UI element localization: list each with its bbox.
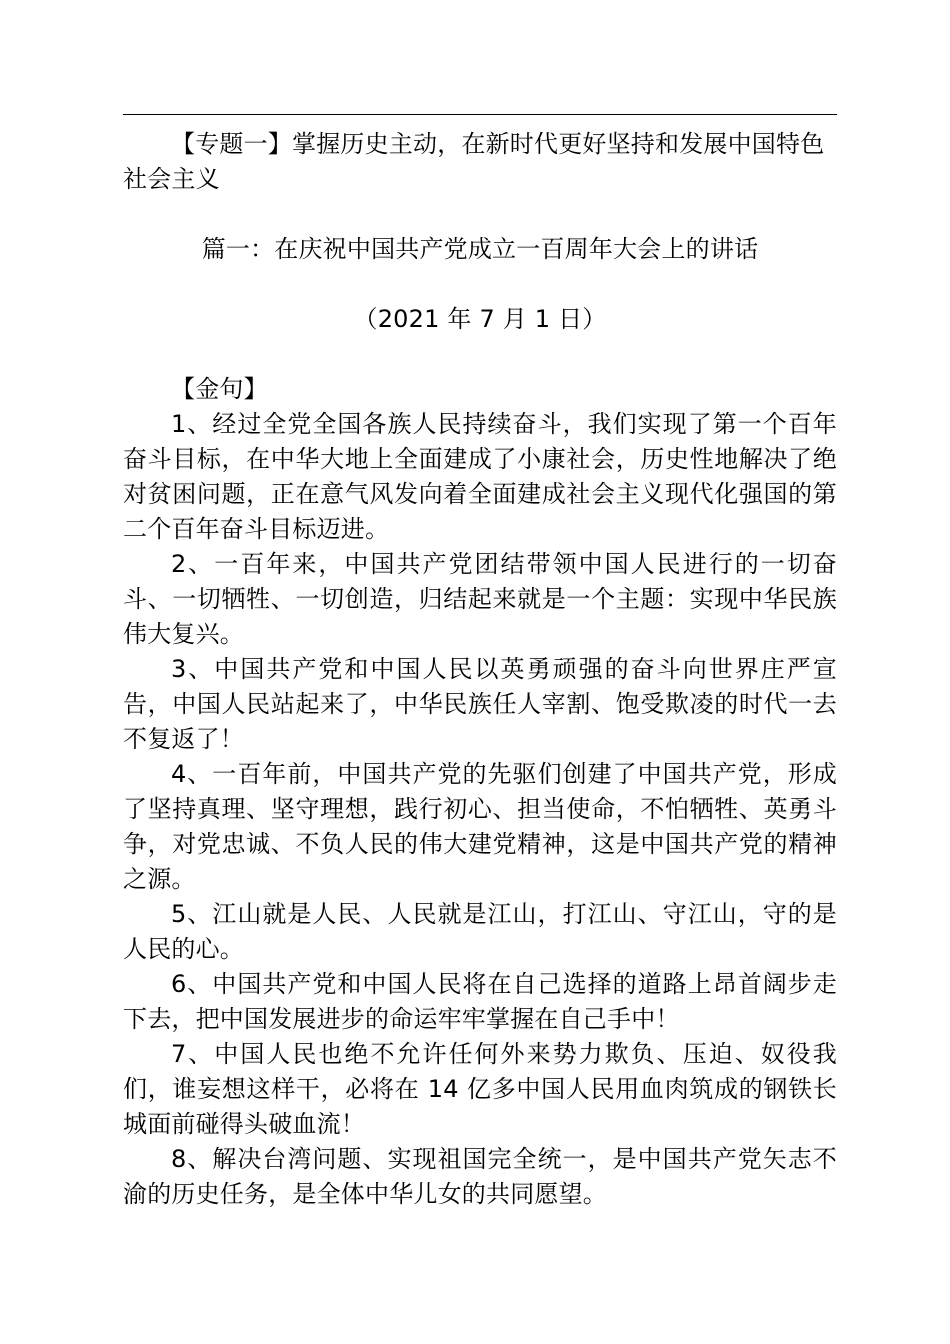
quote-paragraph: 4、一百年前，中国共产党的先驱们创建了中国共产党，形成了坚持真理、坚守理想，践行初心、担当使命，不怕牺牲、英勇斗争，对党忠诚、不负人民的伟大建党精神，这是中国共产党的精神之源。 (123, 760, 837, 893)
section-heading: 【金句】 (171, 375, 268, 403)
quote-paragraph: 3、中国共产党和中国人民以英勇顽强的奋斗向世界庄严宣告，中国人民站起来了，中华民族任人宰割、饱受欺凌的时代一去不复返了！ (123, 655, 837, 753)
quote-paragraph: 7、中国人民也绝不允许任何外来势力欺负、压迫、奴役我们，谁妄想这样干，必将在 14 亿多中国人民用血肉筑成的钢铁长城面前碰得头破血流！ (123, 1040, 837, 1138)
topic-title: 【专题一】掌握历史主动，在新时代更好坚持和发展中国特色社会主义 (123, 130, 825, 193)
speech-title: 篇一：在庆祝中国共产党成立一百周年大会上的讲话 (201, 235, 759, 263)
quote-paragraph: 2、一百年来，中国共产党团结带领中国人民进行的一切奋斗、一切牺牲、一切创造，归结起来就是一个主题：实现中华民族伟大复兴。 (123, 550, 837, 648)
quote-paragraph: 8、解决台湾问题、实现祖国完全统一，是中国共产党矢志不渝的历史任务，是全体中华儿女的共同愿望。 (123, 1145, 837, 1208)
quote-paragraph: 5、江山就是人民、人民就是江山，打江山、守江山，守的是人民的心。 (123, 900, 837, 963)
quote-paragraph: 1、经过全党全国各族人民持续奋斗，我们实现了第一个百年奋斗目标，在中华大地上全面建成了小康社会，历史性地解决了绝对贫困问题，正在意气风发向着全面建成社会主义现代化强国的第二个百年奋斗目标迈进。 (123, 410, 837, 543)
speech-date: （2021 年 7 月 1 日） (353, 305, 607, 333)
header-rule (123, 114, 837, 115)
document-body (123, 127, 837, 1212)
quote-paragraph: 6、中国共产党和中国人民将在自己选择的道路上昂首阔步走下去，把中国发展进步的命运牢牢掌握在自己手中！ (123, 970, 837, 1033)
